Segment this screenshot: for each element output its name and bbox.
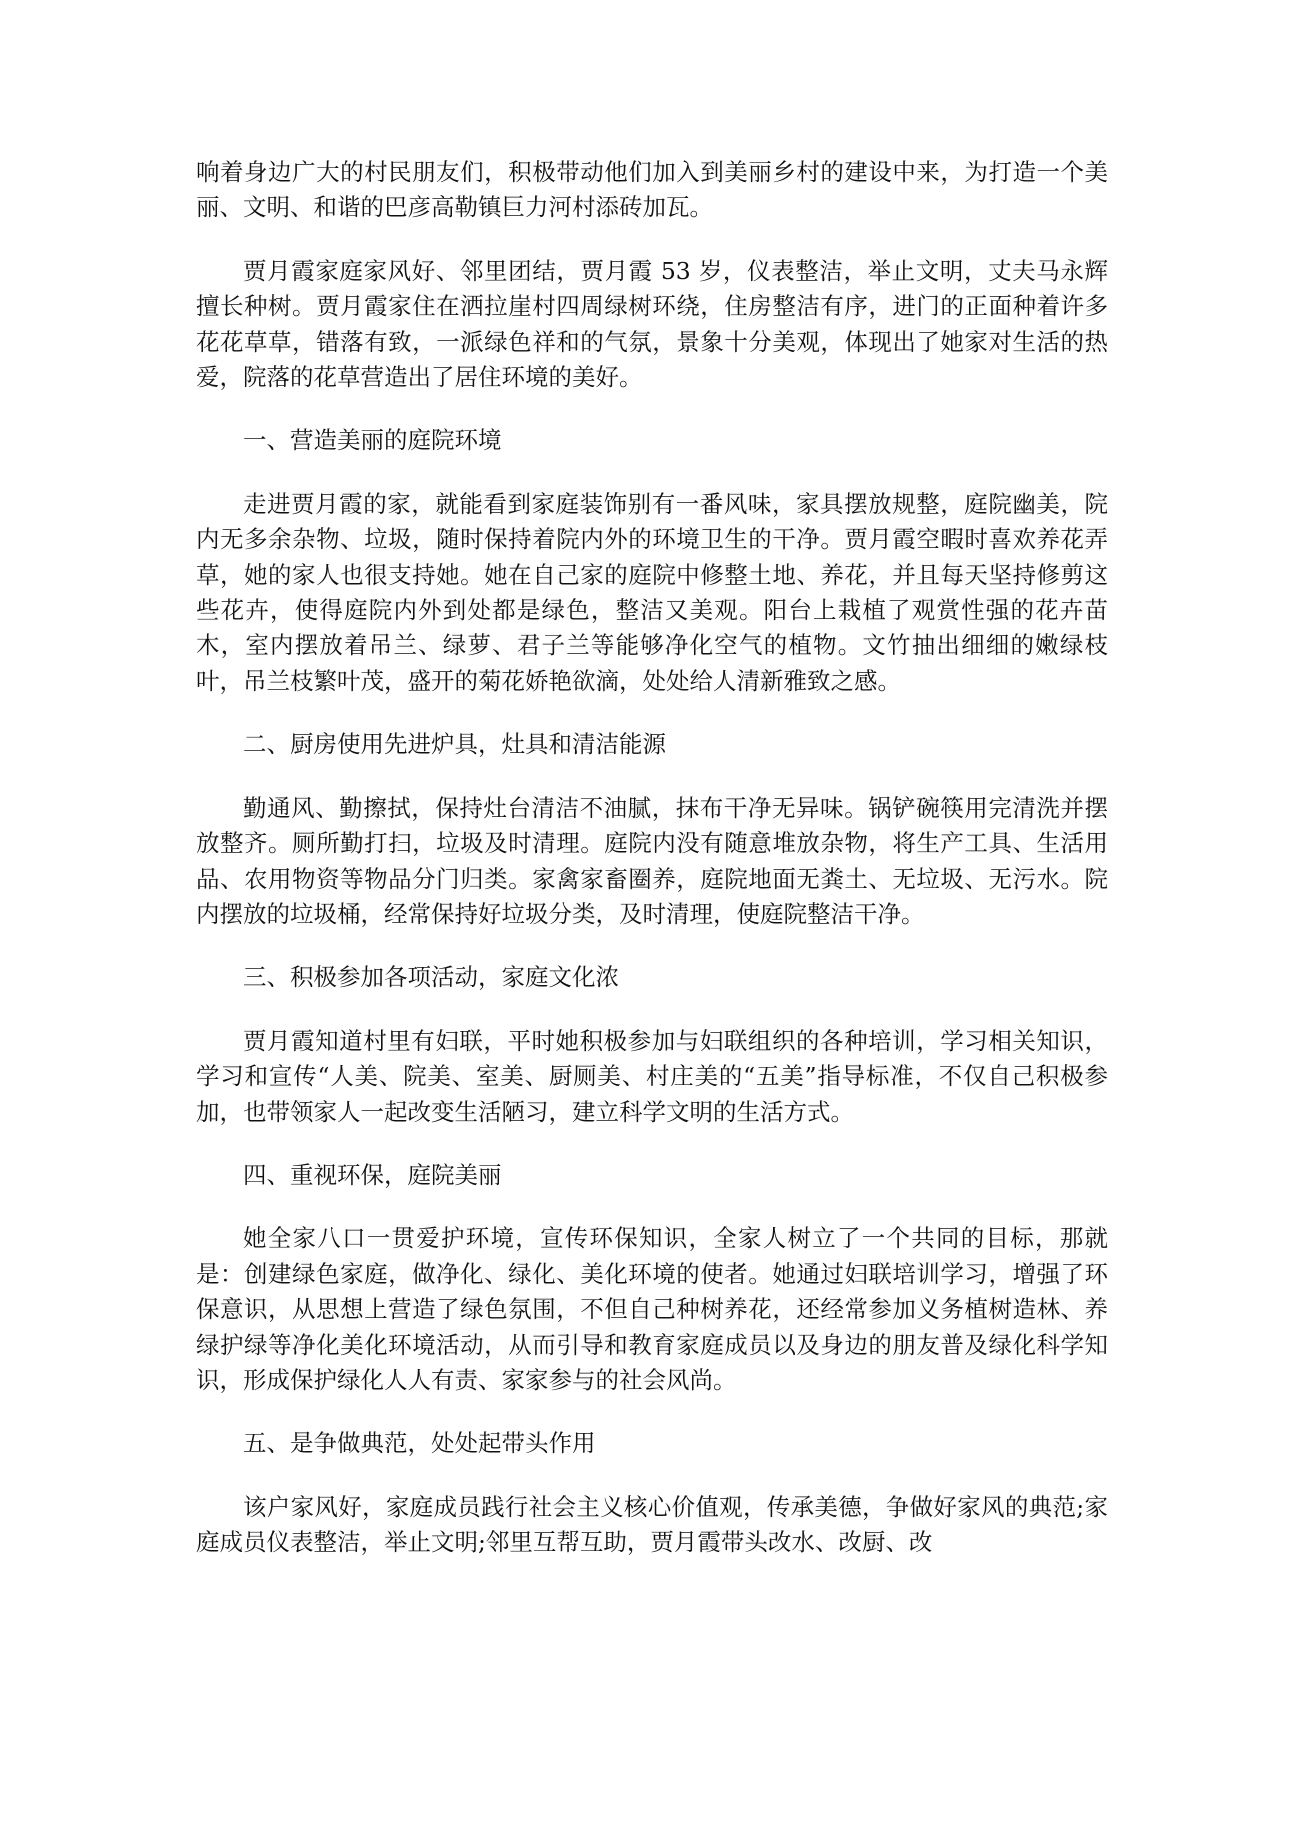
section-heading-2: 二、厨房使用先进炉具，灶具和清洁能源 (243, 730, 666, 759)
section-heading-3: 三、积极参加各项活动，家庭文化浓 (243, 963, 619, 992)
section-heading-1: 一、营造美丽的庭院环境 (243, 426, 502, 455)
paragraph-family-intro: 贾月霞家庭家风好、邻里团结，贾月霞 53 岁，仪表整洁，举止文明，丈夫马永辉擅长种树。贾月霞家住在洒拉崖村四周绿树环绕，住房整洁有序，进门的正面种着许多花花草草，错落有致，一派绿色祥和的气氛，景象十分美观，体现出了她家对生活的热爱，院落的花草营造出了居住环境的美好。 (196, 256, 1108, 392)
section-heading-4: 四、重视环保，庭院美丽 (243, 1160, 502, 1189)
section-heading-5: 五、是争做典范，处处起带头作用 (243, 1429, 596, 1458)
paragraph-activities: 贾月霞知道村里有妇联，平时她积极参加与妇联组织的各种培训，学习相关知识，学习和宣传“人美、院美、室美、厨厕美、村庄美的“五美”指导标准，不仅自己积极参加，也带领家人一起改变生活陋习，建立科学文明的生活方式。 (196, 1026, 1108, 1126)
paragraph-environment: 她全家八口一贯爱护环境，宣传环保知识，全家人树立了一个共同的目标，那就是：创建绿色家庭，做净化、绿化、美化环境的使者。她通过妇联培训学习，增强了环保意识，从思想上营造了绿色氛围，不但自己种树养花，还经常参加义务植树造林、养绿护绿等净化美化环境活动，从而引导和教育家庭成员以及身边的朋友普及绿化科学知识，形成保护绿化人人有责、家家参与的社会风尚。 (196, 1224, 1108, 1394)
paragraph-role-model: 该户家风好，家庭成员践行社会主义核心价值观，传承美德，争做好家风的典范;家庭成员仪表整洁，举止文明;邻里互帮互助，贾月霞带头改水、改厨、改 (196, 1492, 1108, 1557)
paragraph-kitchen: 勤通风、勤擦拭，保持灶台清洁不油腻，抹布干净无异味。锅铲碗筷用完清洗并摆放整齐。厕所勤打扫，垃圾及时清理。庭院内没有随意堆放杂物，将生产工具、生活用品、农用物资等物品分门归类。家禽家畜圈养，庭院地面无粪土、无垃圾、无污水。院内摆放的垃圾桶，经常保持好垃圾分类，及时清理，使庭院整洁干净。 (196, 793, 1108, 928)
paragraph-courtyard: 走进贾月霞的家，就能看到家庭装饰别有一番风味，家具摆放规整，庭院幽美，院内无多余杂物、垃圾，随时保持着院内外的环境卫生的干净。贾月霞空暇时喜欢养花弄草，她的家人也很支持她。她在自己家的庭院中修整土地、养花，并且每天坚持修剪这些花卉，使得庭院内外到处都是绿色，整洁又美观。阳台上栽植了观赏性强的花卉苗木，室内摆放着吊兰、绿萝、君子兰等能够净化空气的植物。文竹抽出细细的嫩绿枝叶，吊兰枝繁叶茂，盛开的菊花娇艳欲滴，处处给人清新雅致之感。 (196, 489, 1108, 695)
document-body (196, 155, 1108, 1589)
paragraph-continuation: 响着身边广大的村民朋友们，积极带动他们加入到美丽乡村的建设中来，为打造一个美丽、文明、和谐的巴彦高勒镇巨力河村添砖加瓦。 (196, 158, 1108, 222)
